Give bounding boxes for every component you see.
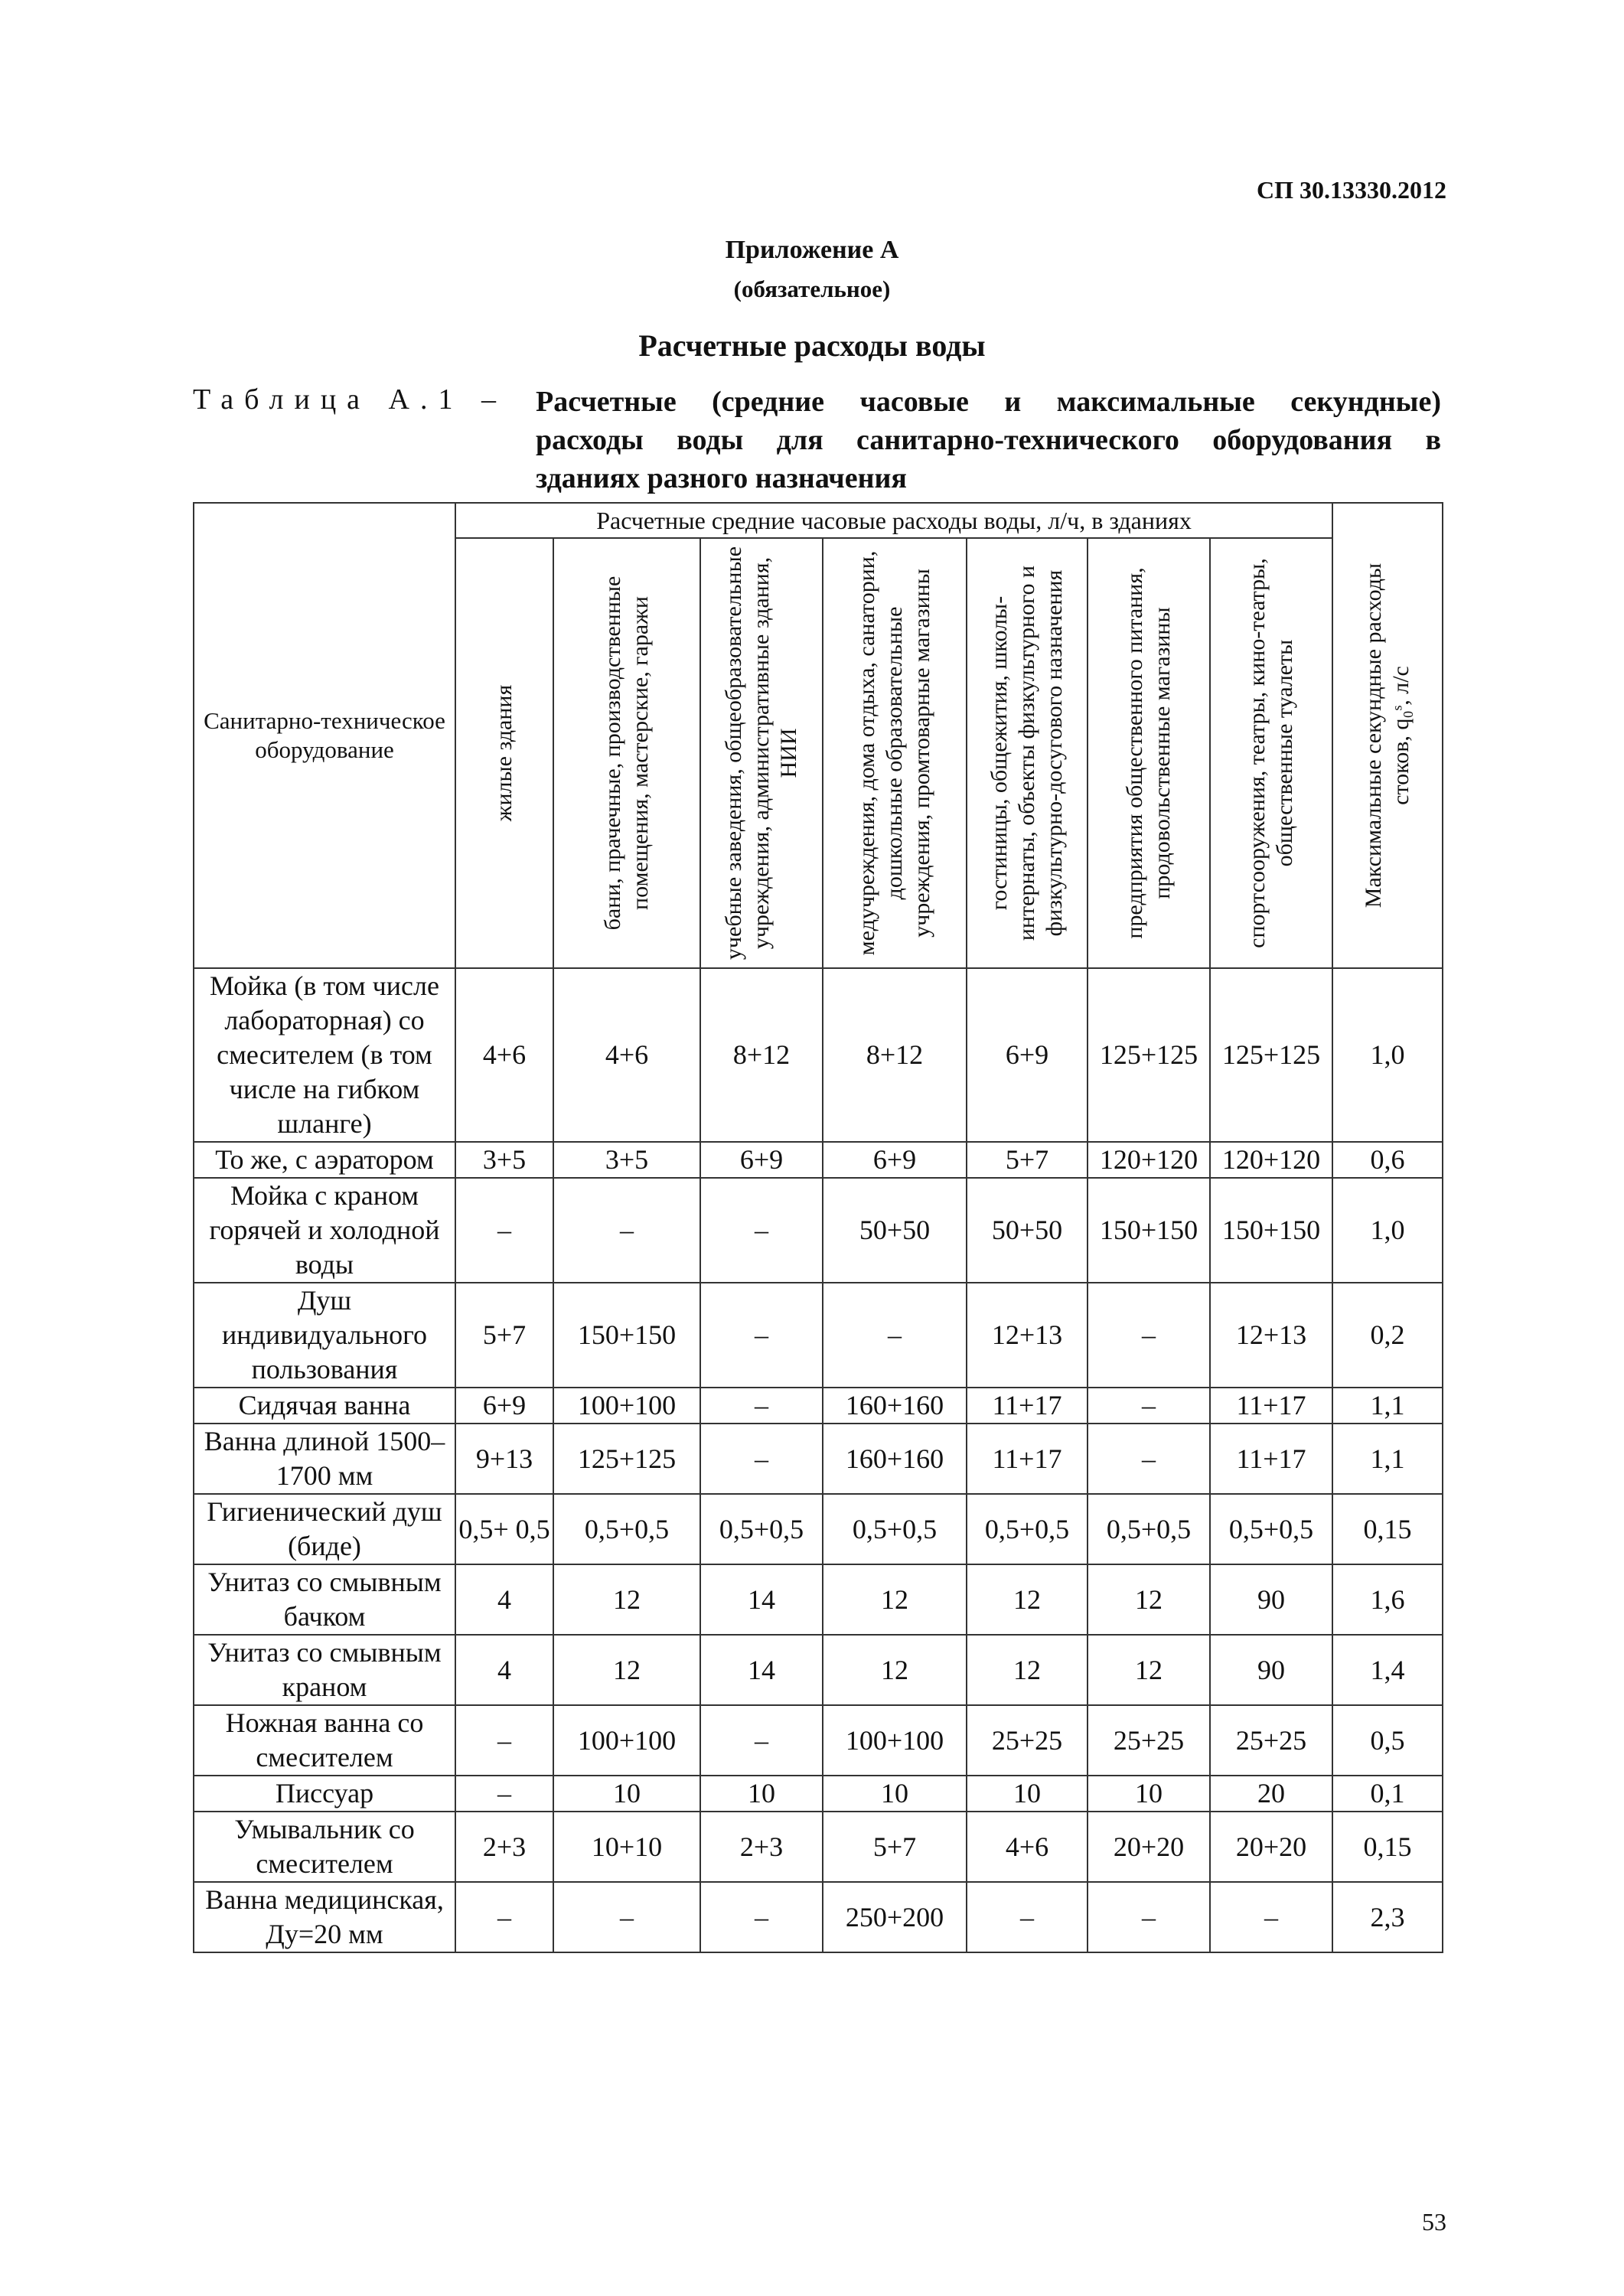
table-row	[194, 1424, 1443, 1494]
row-name: Умывальник со смесителем	[194, 1812, 455, 1882]
cell: 0,1	[1332, 1776, 1443, 1812]
cell: 1,1	[1332, 1388, 1443, 1424]
row-header: Санитарно-техническое оборудование	[194, 503, 455, 968]
cell: 3+5	[553, 1142, 700, 1178]
cell: –	[700, 1388, 823, 1424]
cell: 8+12	[823, 968, 967, 1142]
cell: 100+100	[553, 1388, 700, 1424]
cell: 120+120	[1210, 1142, 1332, 1178]
cell: 125+125	[1210, 968, 1332, 1142]
cell: 100+100	[823, 1705, 967, 1776]
cell: 50+50	[823, 1178, 967, 1283]
cell: 90	[1210, 1635, 1332, 1705]
cell: 4	[455, 1635, 553, 1705]
col-header-7: спортсооружения, театры, кино-театры, общественные туалеты	[1210, 538, 1332, 968]
table-caption	[536, 383, 1441, 497]
table-row	[194, 1882, 1443, 1952]
cell: 14	[700, 1635, 823, 1705]
cell: 150+150	[553, 1283, 700, 1388]
table-row	[194, 1142, 1443, 1178]
table-row	[194, 1178, 1443, 1283]
cell: –	[455, 1776, 553, 1812]
cell: 0,15	[1332, 1812, 1443, 1882]
cell: 150+150	[1088, 1178, 1210, 1283]
cell: 6+9	[700, 1142, 823, 1178]
cell: –	[1088, 1283, 1210, 1388]
cell: –	[967, 1882, 1088, 1952]
table-caption-line-3: зданиях разного назначения	[536, 462, 907, 494]
cell: 160+160	[823, 1424, 967, 1494]
table-caption-line-1: Расчетные (средние часовые и максимальные секундные)	[536, 386, 1441, 418]
cell: –	[1088, 1388, 1210, 1424]
cell: 6+9	[455, 1388, 553, 1424]
cell: 125+125	[553, 1424, 700, 1494]
cell: 12	[967, 1564, 1088, 1635]
table-caption-label: Таблица А.1 –	[193, 383, 507, 416]
cell: –	[1210, 1882, 1332, 1952]
cell: 1,6	[1332, 1564, 1443, 1635]
cell: 10	[1088, 1776, 1210, 1812]
cell: 10	[967, 1776, 1088, 1812]
cell: 160+160	[823, 1388, 967, 1424]
cell: 4+6	[553, 968, 700, 1142]
cell: 150+150	[1210, 1178, 1332, 1283]
cell: –	[455, 1705, 553, 1776]
cell: 11+17	[1210, 1424, 1332, 1494]
cell: 2+3	[455, 1812, 553, 1882]
table-row	[194, 1635, 1443, 1705]
cell: –	[700, 1424, 823, 1494]
cell: –	[553, 1882, 700, 1952]
cell: 0,15	[1332, 1494, 1443, 1564]
cell: 125+125	[1088, 968, 1210, 1142]
cell: 12	[967, 1635, 1088, 1705]
col-header-3: учебные заведения, общеобразовательные учреждения, административные здания, НИИ	[700, 538, 823, 968]
row-name: Писсуар	[194, 1776, 455, 1812]
cell: 4+6	[967, 1812, 1088, 1882]
cell: 2+3	[700, 1812, 823, 1882]
cell: 4+6	[455, 968, 553, 1142]
row-name: Душ индивидуального пользования	[194, 1283, 455, 1388]
cell: 5+7	[967, 1142, 1088, 1178]
row-name: Мойка с краном горячей и холодной воды	[194, 1178, 455, 1283]
cell: –	[455, 1178, 553, 1283]
group-header: Расчетные средние часовые расходы воды, л/ч, в зданиях	[455, 503, 1332, 538]
row-name: Гигиенический душ (биде)	[194, 1494, 455, 1564]
cell: 12+13	[1210, 1283, 1332, 1388]
col-header-5: гостиницы, общежития, школы-интернаты, объекты физкультурного и физкультурно-досугового назначения	[967, 538, 1088, 968]
cell: 0,5+0,5	[1088, 1494, 1210, 1564]
cell: 12	[1088, 1564, 1210, 1635]
cell: –	[1088, 1424, 1210, 1494]
col-header-4: медучреждения, дома отдыха, санатории, дошкольные образовательные учреждения, промтоварные магазины	[823, 538, 967, 968]
table-row	[194, 1705, 1443, 1776]
cell: 5+7	[455, 1283, 553, 1388]
section-title: Расчетные расходы воды	[638, 328, 986, 363]
cell: 8+12	[700, 968, 823, 1142]
cell: –	[1088, 1882, 1210, 1952]
document-code: СП 30.13330.2012	[1257, 176, 1446, 204]
cell: 6+9	[967, 968, 1088, 1142]
cell: 10+10	[553, 1812, 700, 1882]
cell: 12	[823, 1635, 967, 1705]
table-row	[194, 1388, 1443, 1424]
cell: 25+25	[967, 1705, 1088, 1776]
cell: 0,5+0,5	[823, 1494, 967, 1564]
col-header-1: жилые здания	[455, 538, 553, 968]
cell: 0,5+0,5	[553, 1494, 700, 1564]
cell: 4	[455, 1564, 553, 1635]
cell: 1,1	[1332, 1424, 1443, 1494]
row-name: Унитаз со смывным бачком	[194, 1564, 455, 1635]
row-name: Мойка (в том числе лабораторная) со смесителем (в том числе на гибком шланге)	[194, 968, 455, 1142]
cell: 50+50	[967, 1178, 1088, 1283]
col-header-6: предприятия общественного питания, продовольственные магазины	[1088, 538, 1210, 968]
cell: 0,5+ 0,5	[455, 1494, 553, 1564]
cell: 100+100	[553, 1705, 700, 1776]
cell: 11+17	[1210, 1388, 1332, 1424]
table-row	[194, 1494, 1443, 1564]
cell: 12	[553, 1635, 700, 1705]
appendix-note: (обязательное)	[733, 276, 891, 302]
row-name: Сидячая ванна	[194, 1388, 455, 1424]
cell: –	[455, 1882, 553, 1952]
cell: –	[700, 1705, 823, 1776]
cell: 12	[553, 1564, 700, 1635]
cell: 12+13	[967, 1283, 1088, 1388]
cell: 0,5	[1332, 1705, 1443, 1776]
cell: 0,5+0,5	[967, 1494, 1088, 1564]
row-name: Ванна длиной 1500–1700 мм	[194, 1424, 455, 1494]
cell: 10	[700, 1776, 823, 1812]
cell: –	[700, 1882, 823, 1952]
cell: 12	[823, 1564, 967, 1635]
cell: 90	[1210, 1564, 1332, 1635]
cell: 1,0	[1332, 968, 1443, 1142]
cell: 120+120	[1088, 1142, 1210, 1178]
col-header-2: бани, прачечные, производственные помещения, мастерские, гаражи	[553, 538, 700, 968]
row-name: Унитаз со смывным краном	[194, 1635, 455, 1705]
row-name: Ванна медицинская, Ду=20 мм	[194, 1882, 455, 1952]
cell: 250+200	[823, 1882, 967, 1952]
cell: 6+9	[823, 1142, 967, 1178]
water-consumption-table	[193, 502, 1443, 1953]
table-row	[194, 1812, 1443, 1882]
cell: 11+17	[967, 1424, 1088, 1494]
cell: 1,4	[1332, 1635, 1443, 1705]
cell: 0,5+0,5	[1210, 1494, 1332, 1564]
row-name: Ножная ванна со смесителем	[194, 1705, 455, 1776]
table-caption-line-2: расходы воды для санитарно-технического оборудования в	[536, 424, 1441, 456]
cell: 14	[700, 1564, 823, 1635]
cell: 20+20	[1088, 1812, 1210, 1882]
cell: 12	[1088, 1635, 1210, 1705]
cell: 11+17	[967, 1388, 1088, 1424]
cell: 20	[1210, 1776, 1332, 1812]
cell: 20+20	[1210, 1812, 1332, 1882]
cell: 0,5+0,5	[700, 1494, 823, 1564]
cell: –	[700, 1283, 823, 1388]
cell: –	[823, 1283, 967, 1388]
cell: 1,0	[1332, 1178, 1443, 1283]
col-header-max-flow: Максимальные секундные расходы стоков, q₀ˢ, л/с	[1332, 503, 1443, 968]
cell: 9+13	[455, 1424, 553, 1494]
appendix-title: Приложение А	[725, 236, 899, 264]
cell: 5+7	[823, 1812, 967, 1882]
cell: 25+25	[1088, 1705, 1210, 1776]
cell: 3+5	[455, 1142, 553, 1178]
cell: 10	[553, 1776, 700, 1812]
table-row	[194, 1283, 1443, 1388]
cell: –	[553, 1178, 700, 1283]
table-row	[194, 968, 1443, 1142]
row-name: То же, с аэратором	[194, 1142, 455, 1178]
cell: –	[700, 1178, 823, 1283]
page-number: 53	[1422, 2208, 1446, 2236]
table-row	[194, 1776, 1443, 1812]
cell: 25+25	[1210, 1705, 1332, 1776]
table-row	[194, 1564, 1443, 1635]
cell: 2,3	[1332, 1882, 1443, 1952]
cell: 10	[823, 1776, 967, 1812]
cell: 0,6	[1332, 1142, 1443, 1178]
cell: 0,2	[1332, 1283, 1443, 1388]
